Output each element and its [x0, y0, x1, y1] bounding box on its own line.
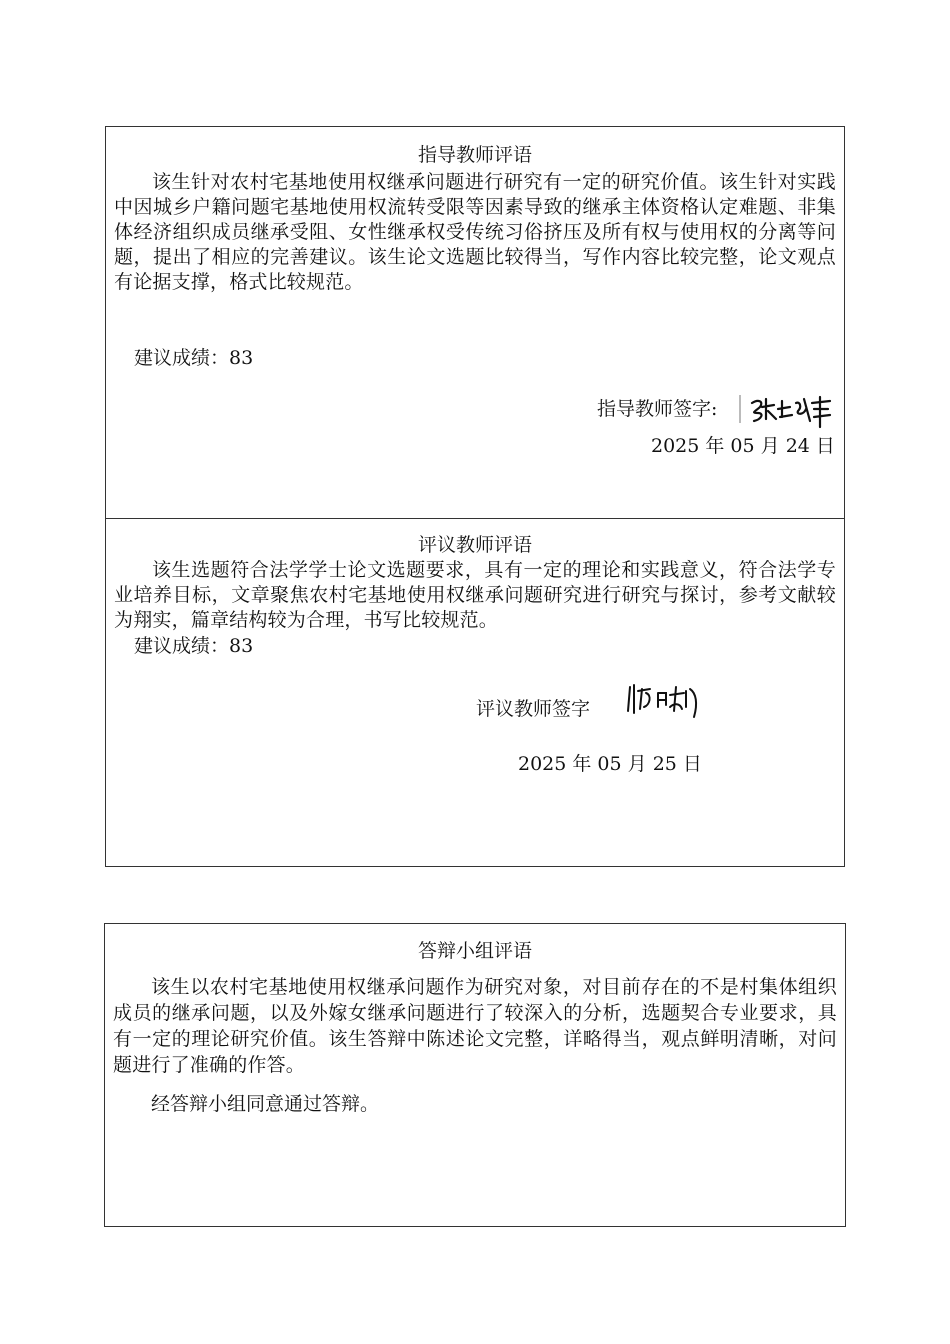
supervisor-date: 2025 年 05 月 24 日: [651, 435, 835, 457]
reviewer-grade: 建议成绩：83: [134, 635, 254, 657]
reviewer-comment: 该生选题符合法学学士论文选题要求，具有一定的理论和实践意义，符合法学专业培养目标，文章聚焦农村宅基地使用权继承问题研究进行研究与探讨，参考文献较为翔实，篇章结构较为合理，书写比较规范。: [114, 559, 836, 631]
reviewer-section: [106, 519, 844, 866]
reviewer-signature-label: 评议教师签字: [476, 698, 591, 720]
reviewer-title: 评议教师评语: [417, 534, 532, 556]
reviewer-signature: [624, 681, 704, 721]
reviewer-signature-drawing: [624, 681, 704, 721]
defense-comment: 该生以农村宅基地使用权继承问题作为研究对象，对目前存在的不是村集体组织成员的继承问题，以及外嫁女继承问题进行了较深入的分析，选题契合专业要求，具有一定的理论研究价值。该生答辩中陈述论文完整，详略得当，观点鲜明清晰，对问题进行了准确的作答。: [113, 976, 837, 1076]
reviewer-date: 2025 年 05 月 25 日: [518, 753, 702, 775]
supervisor-signature-drawing: [738, 389, 838, 429]
supervisor-signature-label: 指导教师签字:: [597, 398, 718, 420]
defense-box: [104, 923, 846, 1227]
supervisor-section: [106, 127, 844, 518]
supervisor-comment: 该生针对农村宅基地使用权继承问题进行研究有一定的研究价值。该生针对实践中因城乡户籍问题宅基地使用权流转受限等因素导致的继承主体资格认定难题、非集体经济组织成员继承受阻、女性继承权受传统习俗挤压及所有权与使用权的分离等问题，提出了相应的完善建议。该生论文选题比较得当，写作内容比较完整，论文观点有论据支撑，格式比较规范。: [114, 171, 836, 293]
supervisor-signature: [738, 389, 838, 429]
supervisor-grade: 建议成绩：83: [134, 347, 254, 369]
defense-conclusion: 经答辩小组同意通过答辩。: [151, 1093, 380, 1115]
defense-title: 答辩小组评语: [417, 940, 532, 962]
evaluation-table: [105, 126, 845, 867]
supervisor-title: 指导教师评语: [417, 144, 532, 166]
